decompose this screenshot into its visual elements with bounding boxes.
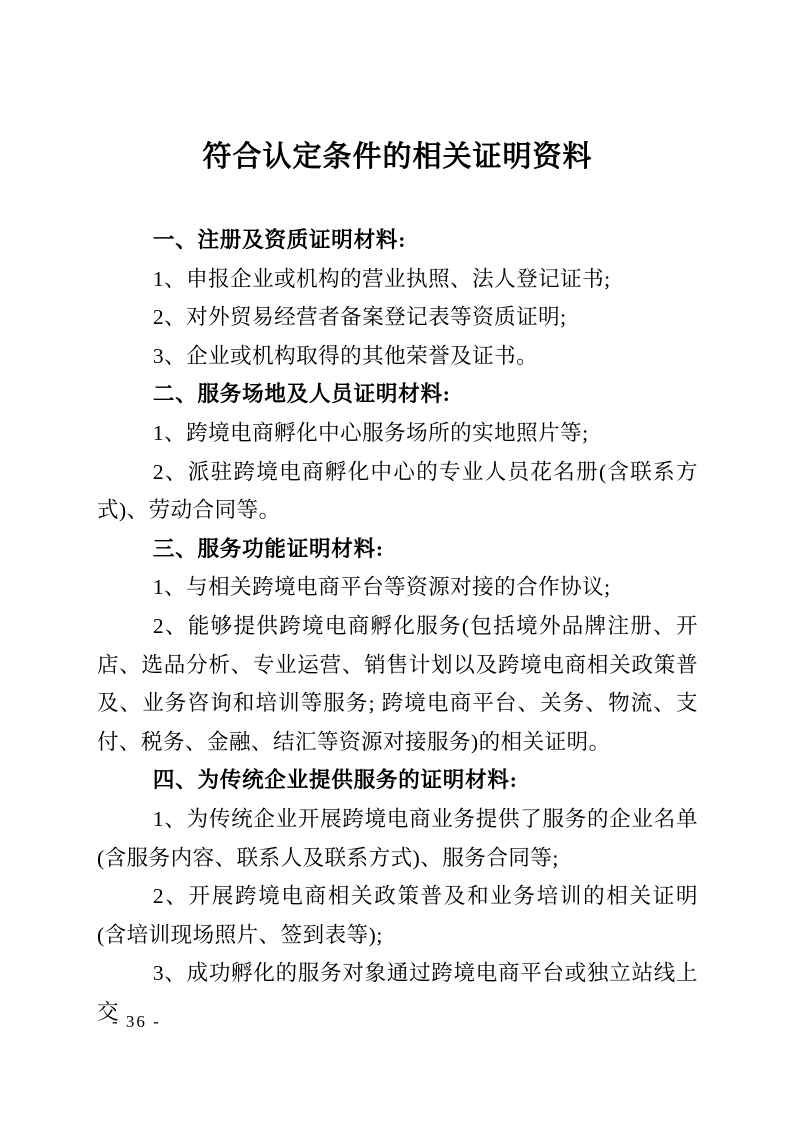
list-item: 2、开展跨境电商相关政策普及和业务培训的相关证明(含培训现场照片、签到表等); xyxy=(97,884,698,947)
section-heading-traditional-enterprise-service: 四、为传统企业提供服务的证明材料: xyxy=(152,768,518,793)
list-item: 3、成功孵化的服务对象通过跨境电商平台或独立站线上交 xyxy=(97,961,698,1024)
section-heading-premises-personnel: 二、服务场地及人员证明材料: xyxy=(152,382,451,407)
section-heading-registration: 一、注册及资质证明材料: xyxy=(152,228,407,252)
list-item: 3、企业或机构取得的其他荣誉及证书。 xyxy=(152,343,539,368)
list-item: 1、为传统企业开展跨境电商业务提供了服务的企业名单(含服务内容、联系人及联系方式)、服务合同等; xyxy=(97,806,698,870)
list-item: 1、跨境电商孵化中心服务场所的实地照片等; xyxy=(152,420,589,445)
section-heading-service-function: 三、服务功能证明材料: xyxy=(152,536,384,561)
page-title: 符合认定条件的相关证明资料 xyxy=(202,141,593,173)
list-item: 2、对外贸易经营者备案登记表等资质证明; xyxy=(152,305,567,330)
list-item: 1、与相关跨境电商平台等资源对接的合作协议; xyxy=(152,575,611,600)
list-item: 2、能够提供跨境电商孵化服务(包括境外品牌注册、开店、选品分析、专业运营、销售计划以及跨境电商相关政策普及、业务咨询和培训等服务; 跨境电商平台、关务、物流、支付、税务、金融、结汇等资源对接服务)的相关证明。 xyxy=(97,613,698,754)
list-item: 1、申报企业或机构的营业执照、法人登记证书; xyxy=(152,266,611,291)
document-body xyxy=(97,221,698,1031)
page-number: - 36 - xyxy=(112,1012,161,1031)
list-item: 2、派驻跨境电商孵化中心的专业人员花名册(含联系方式)、劳动合同等。 xyxy=(97,459,698,523)
